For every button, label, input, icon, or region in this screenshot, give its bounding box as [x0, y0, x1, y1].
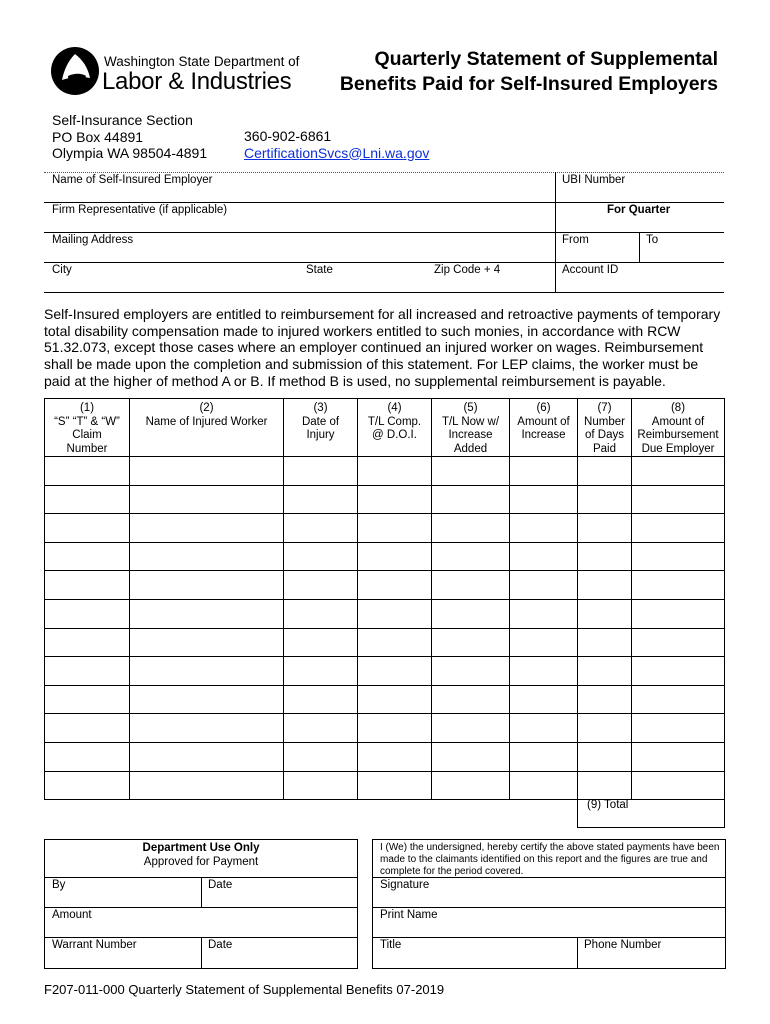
column-header-line: (5) — [463, 402, 478, 414]
table-cell[interactable] — [432, 628, 510, 657]
table-cell[interactable] — [358, 742, 432, 771]
table-cell[interactable] — [284, 542, 358, 571]
table-cell[interactable] — [578, 542, 632, 571]
column-header-line: (1) — [79, 402, 95, 414]
column-header-line: Number — [66, 442, 108, 455]
column-header-line: (2) — [199, 402, 214, 414]
column-header — [510, 399, 578, 457]
table-cell[interactable] — [284, 599, 358, 628]
certification-statement: I (We) the undersigned, hereby certify the above stated payments have been made to the claimants identified on this report and the figures are true and complete for the period covered. — [380, 842, 720, 877]
column-header-line: T/L Comp. — [367, 415, 422, 428]
table-cell[interactable] — [130, 685, 284, 714]
table-row — [45, 742, 725, 771]
table-cell[interactable] — [510, 457, 578, 486]
column-header-line: (6) — [536, 402, 551, 414]
form-footer: F207-011-000 Quarterly Statement of Supplemental Benefits 07-2019 — [44, 982, 445, 997]
section-name: Self-Insurance Section — [52, 112, 193, 128]
column-header-line: Increase — [448, 429, 493, 441]
column-header-line: Reimbursement — [637, 429, 719, 441]
table-cell[interactable] — [358, 628, 432, 657]
agency-name-line2: Labor & Industries — [102, 68, 292, 95]
table-cell[interactable] — [510, 485, 578, 514]
table-row — [45, 542, 725, 571]
column-header — [284, 399, 358, 457]
table-cell[interactable] — [632, 514, 725, 543]
table-row — [45, 514, 725, 543]
column-header-line: @ D.O.I. — [372, 429, 417, 441]
table-cell[interactable] — [130, 771, 284, 800]
signature-field[interactable]: Signature — [380, 879, 430, 891]
benefits-table — [44, 398, 725, 800]
table-cell[interactable] — [284, 771, 358, 800]
table-cell[interactable] — [358, 485, 432, 514]
po-box: PO Box 44891 — [52, 128, 144, 145]
table-cell[interactable] — [578, 771, 632, 800]
table-cell[interactable] — [45, 571, 130, 600]
column-header-line: Added — [453, 442, 488, 455]
department-use-title: Department Use Only — [142, 842, 260, 854]
table-row — [45, 571, 725, 600]
table-cell[interactable] — [432, 657, 510, 686]
table-cell[interactable] — [432, 571, 510, 600]
table-cell[interactable] — [358, 714, 432, 743]
column-header-line: (4) — [387, 402, 402, 414]
lni-logo-icon — [50, 46, 100, 96]
column-header-line: (3) — [313, 402, 328, 414]
table-cell[interactable] — [45, 514, 130, 543]
table-cell[interactable] — [632, 628, 725, 657]
table-row — [45, 457, 725, 486]
column-header-line: Increase — [521, 429, 566, 441]
firm-representative-field[interactable]: Firm Representative (if applicable) — [52, 204, 228, 216]
column-header-line: Name of Injured Worker — [145, 415, 268, 428]
column-header-line: Amount of — [517, 415, 570, 428]
quarter-from-field[interactable]: From — [562, 234, 589, 246]
table-cell[interactable] — [358, 771, 432, 800]
table-cell[interactable] — [510, 685, 578, 714]
table-cell[interactable] — [130, 742, 284, 771]
table-cell[interactable] — [432, 685, 510, 714]
table-row — [45, 657, 725, 686]
table-cell[interactable] — [130, 714, 284, 743]
column-header-line: Injury — [306, 429, 335, 441]
agency-name-line1: Washington State Department of — [104, 54, 300, 69]
table-cell[interactable] — [45, 657, 130, 686]
amount-field[interactable]: Amount — [52, 909, 92, 921]
table-cell[interactable] — [130, 485, 284, 514]
table-cell[interactable] — [358, 542, 432, 571]
table-cell[interactable] — [130, 457, 284, 486]
state-field[interactable]: State — [306, 264, 333, 276]
total-label: (9) Total — [587, 799, 629, 811]
table-cell[interactable] — [358, 571, 432, 600]
column-header-line: of Days — [585, 429, 624, 441]
table-cell[interactable] — [510, 571, 578, 600]
table-cell[interactable] — [510, 628, 578, 657]
table-cell[interactable] — [632, 542, 725, 571]
table-cell[interactable] — [284, 514, 358, 543]
table-cell[interactable] — [45, 714, 130, 743]
phone-number-field[interactable]: Phone Number — [584, 939, 662, 951]
table-row — [45, 628, 725, 657]
column-header — [45, 399, 130, 457]
table-cell[interactable] — [632, 599, 725, 628]
column-header-line: Amount of — [651, 415, 705, 428]
table-cell[interactable] — [45, 628, 130, 657]
table-row — [45, 714, 725, 743]
table-cell[interactable] — [45, 599, 130, 628]
table-cell[interactable] — [284, 485, 358, 514]
column-header-line: (7) — [597, 402, 612, 414]
column-header — [130, 399, 284, 457]
column-header — [632, 399, 725, 457]
table-cell[interactable] — [432, 542, 510, 571]
column-header-line: Claim — [72, 429, 102, 441]
table-cell[interactable] — [45, 685, 130, 714]
department-use-box — [44, 839, 358, 969]
table-cell[interactable] — [510, 742, 578, 771]
table-cell[interactable] — [510, 599, 578, 628]
table-cell[interactable] — [578, 685, 632, 714]
table-cell[interactable] — [130, 599, 284, 628]
approved-for-payment-label: Approved for Payment — [143, 856, 259, 868]
table-cell[interactable] — [130, 571, 284, 600]
account-id-field[interactable]: Account ID — [562, 264, 619, 276]
column-header-line: Number — [584, 415, 625, 428]
table-cell[interactable] — [510, 542, 578, 571]
table-row — [45, 599, 725, 628]
table-cell[interactable] — [632, 657, 725, 686]
warrant-date-field[interactable]: Date — [208, 939, 233, 951]
table-cell[interactable] — [632, 485, 725, 514]
table-cell[interactable] — [510, 771, 578, 800]
email-link[interactable]: CertificationSvcs@Lni.wa.gov — [244, 144, 430, 161]
table-cell[interactable] — [130, 542, 284, 571]
table-cell[interactable] — [432, 485, 510, 514]
table-header-row — [45, 399, 725, 457]
form-title-line2: Benefits Paid for Self-Insured Employers — [339, 73, 718, 95]
column-header — [358, 399, 432, 457]
for-quarter-label: For Quarter — [607, 204, 671, 216]
table-cell[interactable] — [510, 714, 578, 743]
table-row — [45, 485, 725, 514]
table-cell[interactable] — [432, 714, 510, 743]
table-cell[interactable] — [632, 771, 725, 800]
table-cell[interactable] — [45, 485, 130, 514]
table-cell[interactable] — [432, 514, 510, 543]
table-cell[interactable] — [578, 485, 632, 514]
table-cell[interactable] — [284, 457, 358, 486]
quarter-to-field[interactable]: To — [646, 234, 659, 246]
zip-code-field[interactable]: Zip Code + 4 — [434, 264, 501, 276]
table-cell[interactable] — [284, 742, 358, 771]
phone-number: 360-902-6861 — [244, 128, 332, 144]
column-header-line: Due Employer — [641, 442, 715, 455]
form-title — [278, 47, 718, 97]
table-cell[interactable] — [358, 514, 432, 543]
column-header-line: T/L Now w/ — [441, 415, 500, 428]
table-cell[interactable] — [578, 514, 632, 543]
table-cell[interactable] — [358, 599, 432, 628]
table-cell[interactable] — [632, 571, 725, 600]
form-title-line1: Quarterly Statement of Supplemental — [374, 48, 718, 70]
print-name-field[interactable]: Print Name — [380, 909, 438, 921]
table-cell[interactable] — [358, 657, 432, 686]
table-cell[interactable] — [45, 542, 130, 571]
title-field[interactable]: Title — [380, 939, 402, 951]
table-cell[interactable] — [632, 457, 725, 486]
table-cell[interactable] — [578, 742, 632, 771]
city-state-zip: Olympia WA 98504-4891 — [52, 145, 208, 161]
table-cell[interactable] — [432, 599, 510, 628]
column-header-line: Date of — [301, 415, 340, 428]
table-cell[interactable] — [632, 742, 725, 771]
table-cell[interactable] — [510, 514, 578, 543]
table-cell[interactable] — [578, 457, 632, 486]
warrant-number-field[interactable]: Warrant Number — [52, 939, 137, 951]
column-header-line: (8) — [670, 402, 686, 414]
table-cell[interactable] — [130, 628, 284, 657]
table-cell[interactable] — [578, 599, 632, 628]
column-header-line: “S” “T” & “W” — [54, 415, 120, 428]
certification-box — [372, 839, 726, 969]
table-cell[interactable] — [510, 657, 578, 686]
reimbursement-paragraph: Self-Insured employers are entitled to reimbursement for all increased and retroactive payments of temporary total disability compensation made to injured workers entitled to such monies, in accordance with RCW 51.32.073, except those cases where an employer continued an injured worker on wages. Reimbursement shall be made upon the completion and submission of this statement. For LEP claims, the worker must be paid at the higher of method A or B. If method B is used, no supplemental reimbursement is payable. — [44, 306, 721, 389]
table-row — [45, 685, 725, 714]
table-cell[interactable] — [130, 514, 284, 543]
table-row — [45, 771, 725, 800]
column-header — [578, 399, 632, 457]
column-header-line: Paid — [592, 442, 617, 455]
table-cell[interactable] — [358, 685, 432, 714]
mailing-address-field[interactable]: Mailing Address — [52, 234, 134, 246]
table-cell[interactable] — [284, 571, 358, 600]
table-cell[interactable] — [632, 685, 725, 714]
table-cell[interactable] — [578, 657, 632, 686]
table-cell[interactable] — [432, 771, 510, 800]
table-cell[interactable] — [284, 657, 358, 686]
table-cell[interactable] — [45, 771, 130, 800]
table-cell[interactable] — [578, 714, 632, 743]
table-cell[interactable] — [432, 742, 510, 771]
table-cell[interactable] — [130, 657, 284, 686]
total-field[interactable] — [577, 797, 725, 828]
column-header — [432, 399, 510, 457]
employer-name-field[interactable]: Name of Self-Insured Employer — [52, 174, 213, 186]
by-field[interactable]: By — [52, 879, 66, 891]
table-cell[interactable] — [432, 457, 510, 486]
table-cell[interactable] — [284, 685, 358, 714]
table-cell[interactable] — [358, 457, 432, 486]
table-cell[interactable] — [284, 628, 358, 657]
table-cell[interactable] — [578, 571, 632, 600]
city-field[interactable]: City — [52, 264, 72, 276]
table-cell[interactable] — [45, 457, 130, 486]
table-cell[interactable] — [632, 714, 725, 743]
table-cell[interactable] — [45, 742, 130, 771]
ubi-number-field[interactable]: UBI Number — [562, 174, 626, 186]
table-cell[interactable] — [284, 714, 358, 743]
mailing-address-block — [52, 112, 207, 162]
table-cell[interactable] — [578, 628, 632, 657]
contact-block — [244, 128, 429, 161]
approval-date-field[interactable]: Date — [208, 879, 233, 891]
